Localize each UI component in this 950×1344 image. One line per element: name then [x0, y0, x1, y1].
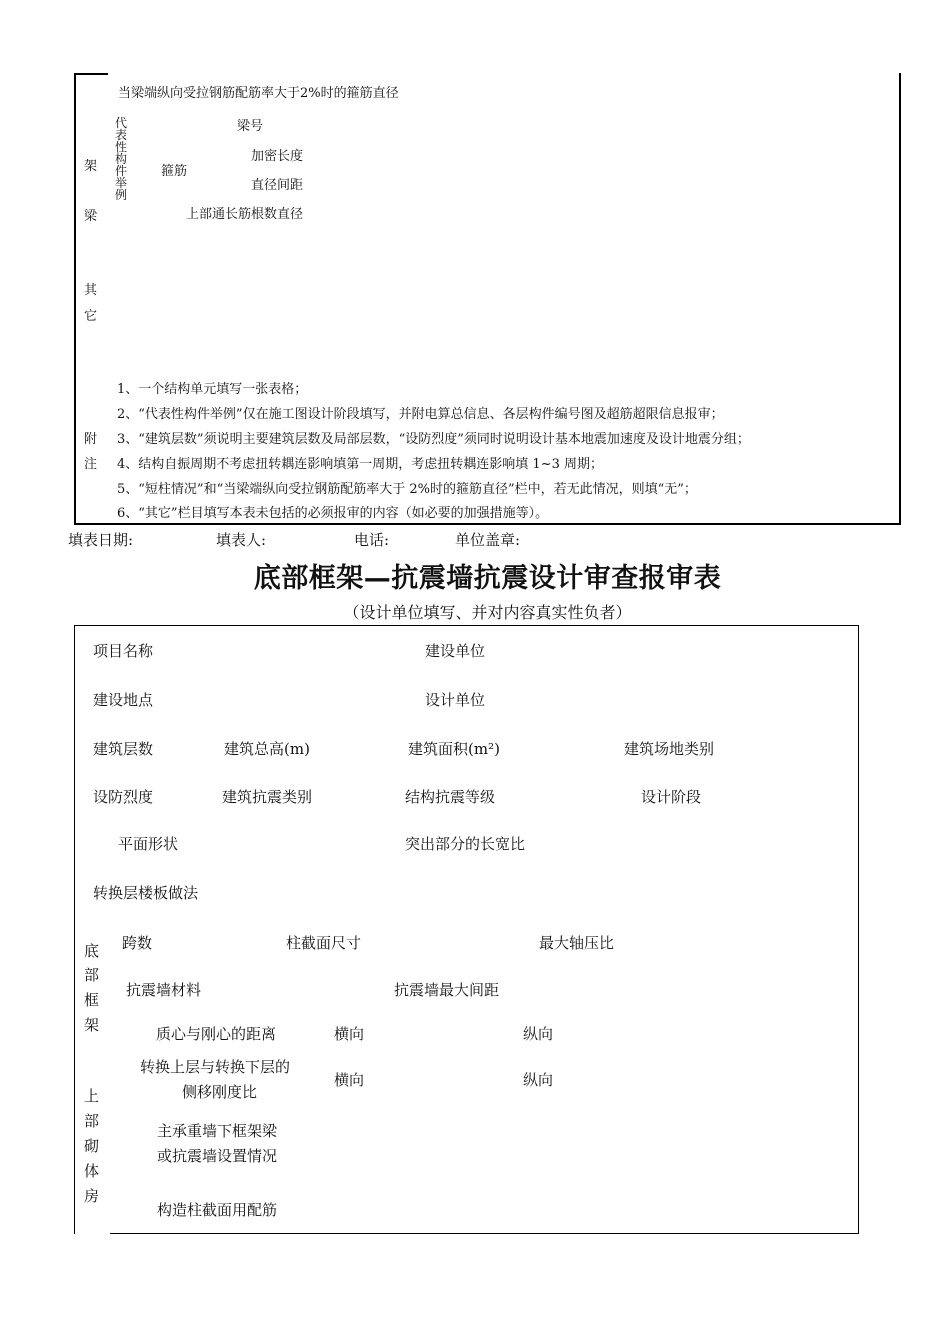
horizontal-label: 横向 — [334, 1071, 365, 1089]
stirrup-label: 箍筋 — [161, 164, 188, 179]
note-item: 4、结构自振周期不考虑扭转耦连影响填第一周期，考虑扭转耦连影响填 1~3 周期； — [117, 457, 603, 472]
phone-label: 电话: — [354, 531, 390, 549]
construction-site-label: 建设地点 — [93, 691, 154, 709]
diameter-spacing-label: 直径间距 — [251, 178, 304, 193]
form-title: 底部框架—抗震墙抗震设计审查报审表 — [253, 563, 722, 594]
total-height-label: 建筑总高(m) — [224, 740, 310, 758]
form-subtitle: （设计单位填写、并对内容真实性负者） — [343, 603, 632, 622]
stiffness-ratio-label-line2: 侧移刚度比 — [182, 1083, 258, 1101]
notes-label-1: 附 — [84, 432, 98, 447]
stiffness-ratio-label-line1: 转换上层与转换下层的 — [140, 1058, 291, 1076]
form-table-frame — [74, 625, 859, 1234]
fill-date-label: 填表日期: — [68, 531, 134, 549]
note-item: 1、一个结构单元填写一张表格； — [117, 382, 308, 397]
upper-masonry-label-1: 上 — [84, 1087, 100, 1105]
frame-beam-label-2: 梁 — [84, 209, 98, 224]
horizontal-label: 横向 — [334, 1025, 365, 1043]
bottom-frame-label-1: 底 — [84, 942, 100, 960]
frame-beam-label-1: 架 — [84, 159, 98, 174]
bottom-frame-label-3: 框 — [84, 991, 100, 1009]
top-bars-label: 上部通长筋根数直径 — [186, 207, 304, 222]
vertical-label: 纵向 — [523, 1025, 554, 1043]
project-name-label: 项目名称 — [93, 642, 154, 660]
stirrup-ratio-label: 当梁端纵向受拉钢筋配筋率大于2%时的箍筋直径 — [118, 86, 399, 101]
upper-masonry-label-2: 部 — [84, 1112, 100, 1130]
bottom-frame-label-4: 架 — [84, 1016, 100, 1034]
form-table-bottom-line — [110, 1233, 858, 1234]
upper-masonry-label-3: 砌 — [84, 1137, 100, 1155]
building-area-label: 建筑面积(m²) — [408, 740, 500, 758]
note-item: 2、“代表性构件举例”仅在施工图设计阶段填写，并附电算总信息、各层构件编号图及超筋超限信息报审； — [117, 407, 724, 422]
seismic-grade-label: 结构抗震等级 — [405, 788, 496, 806]
axial-ratio-label: 最大轴压比 — [539, 934, 615, 952]
intensity-label: 设防烈度 — [93, 788, 154, 806]
seismic-category-label: 建筑抗震类别 — [222, 788, 313, 806]
floors-label: 建筑层数 — [93, 740, 154, 758]
bottom-frame-label-2: 部 — [84, 966, 100, 984]
plan-shape-label: 平面形状 — [118, 835, 179, 853]
note-item: 3、“建筑层数”须说明主要建筑层数及局部层数，“设防烈度”须同时说明设计基本地震加速度及设计地震分组； — [117, 432, 750, 447]
column-size-label: 柱截面尺寸 — [286, 934, 362, 952]
transfer-floor-label: 转换层楼板做法 — [93, 884, 199, 902]
design-stage-label: 设计阶段 — [641, 788, 702, 806]
seal-label: 单位盖章: — [455, 531, 521, 549]
design-unit-label: 设计单位 — [425, 691, 486, 709]
note-item: 5、“短柱情况”和“当梁端纵向受拉钢筋配筋率大于 2%时的箍筋直径”栏中，若无此情况，则填“无”； — [117, 482, 697, 497]
vertical-label: 纵向 — [523, 1071, 554, 1089]
site-class-label: 建筑场地类别 — [624, 740, 715, 758]
notes-label-2: 注 — [84, 457, 98, 472]
wall-material-label: 抗震墙材料 — [126, 981, 202, 999]
mass-stiffness-distance-label: 质心与刚心的距离 — [156, 1025, 277, 1043]
upper-masonry-label-5: 房 — [84, 1187, 100, 1205]
upper-masonry-label-4: 体 — [84, 1162, 100, 1180]
note-item: 6、“其它”栏目填写本表未包括的必须报审的内容（如必要的加强措施等）。 — [117, 506, 549, 521]
other-label-2: 它 — [84, 309, 98, 324]
tie-column-label: 构造柱截面用配筋 — [157, 1201, 278, 1219]
filler-label: 填表人: — [216, 531, 267, 549]
main-wall-label-line2: 或抗震墙设置情况 — [157, 1147, 278, 1165]
top-table-corner — [74, 73, 108, 75]
dense-length-label: 加密长度 — [251, 149, 304, 164]
other-label-1: 其 — [84, 283, 98, 298]
span-count-label: 跨数 — [122, 934, 153, 952]
beam-number-label: 梁号 — [237, 119, 264, 134]
main-wall-label-line1: 主承重墙下框架梁 — [157, 1122, 278, 1140]
representative-members-label: 代表性构件举例 — [114, 116, 127, 202]
construction-unit-label: 建设单位 — [425, 642, 486, 660]
wall-spacing-label: 抗震墙最大间距 — [394, 981, 500, 999]
aspect-ratio-label: 突出部分的长宽比 — [405, 835, 526, 853]
